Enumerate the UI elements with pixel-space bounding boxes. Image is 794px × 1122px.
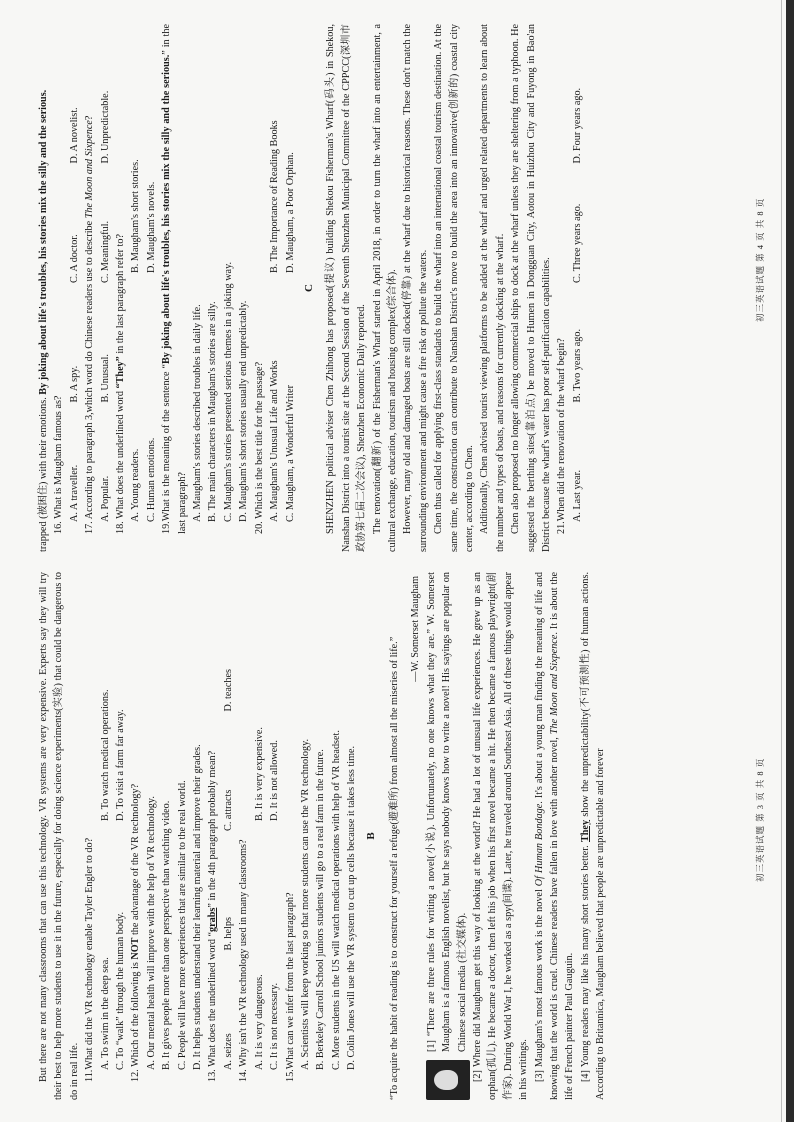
option: A. Popular.	[99, 475, 111, 522]
section-c-title: C	[302, 284, 315, 292]
option: D. A novelist.	[68, 107, 80, 164]
page-3-column	[36, 572, 609, 1100]
option: D. teaches	[222, 669, 234, 712]
paragraph-3: [3] Maugham's most famous work is the novel Of Human Bondage. It's about a young man finding the meaning of life and knowing that the world is cruel. Chinese readers have fallen in love with another novel, The Moon and Sixpence. It is about the life of French painter Paul Gauguin.	[533, 572, 576, 1100]
option: C. A doctor.	[68, 234, 80, 283]
question-16: 16. What is Maugham famous as?	[53, 395, 65, 534]
option: A. Young readers.	[130, 448, 142, 522]
option: B. It gives people more than one perspective than watching video.	[161, 800, 173, 1070]
option: A. seizes	[222, 1033, 234, 1070]
passage-c-paragraph-2: The renovation(翻新) of the Fisherman's Wharf started in April 2018, in order to turn the wharf into an entertainment, a cultural exchange, education, tourism and housing complex(综合体).	[371, 24, 398, 552]
paragraph-1: [1] “There are three rules for writing a novel(小说). Unfortunately, no one knows what they are.” W. Somerset Maugham is a famous English novelist, but he says nobody knows how to write a novel! His sayings are popular on Chinese social media (社交媒体).	[425, 572, 468, 1052]
option: D. To visit a farm far away.	[115, 709, 127, 821]
option: D. Maugham, a Poor Orphan.	[284, 152, 296, 273]
option: D. Maugham's short stories usually end unpredictably.	[238, 300, 250, 522]
question-17-options	[98, 24, 113, 552]
question-18: 18. What does the underlined word “They” in the last paragraph refer to?	[115, 234, 127, 534]
option: B. The Importance of Reading Books	[269, 120, 281, 273]
option: C. attracts	[222, 789, 234, 831]
question-15-options	[298, 572, 360, 1100]
option: C. Meaningful.	[99, 221, 111, 283]
option: A. Last year.	[571, 469, 583, 522]
passage-c-paragraph-5: Additionally, Chen advised tourist viewing platforms to be added at the wharf and urged related departments to learn about the number and types of boats, and reasons for currently docking at the wharf.	[479, 24, 506, 552]
question-13-options	[221, 572, 236, 1100]
question-12: 12. Which of the following is NOT the advantage of the VR technology?	[130, 783, 142, 1082]
option: B. Two years ago.	[571, 328, 583, 403]
quote-attribution: —W. Somerset Maugham	[410, 576, 422, 682]
passage-c-paragraph-1: SHENZHEN political adviser Chen Zhihong has proposed(提议) building Shekou Fisherman's Wharf(码头) in Shekou, Nanshan District into a tourist site at the Second Session of the Seventh Shenzhen Municipal Committee of the CPPCC(深圳市政协第七届二次会议), Shenzhen Economic Daily reported.	[325, 24, 368, 552]
option: D. Maugham's novels.	[145, 181, 157, 273]
passage-b-ending: trapped (被困住) with their emotions. By joking about life's troubles, his stories mix the silly and the serious.	[38, 89, 49, 552]
question-16-options	[67, 24, 82, 552]
paragraph-1-row	[424, 572, 470, 1100]
option: A. Scientists will keep working so that more students can use the VR technology.	[299, 738, 311, 1070]
question-21: 21.When did the renovation of the wharf begin?	[556, 338, 568, 534]
maugham-portrait	[426, 1060, 470, 1100]
passage-c-paragraph-4: Chen thus called for applying first-class standards to build the wharf into an international coastal tourism destination. At the same time, the construction can contribute to Nanshan District's move to build the area into an innovative(创新的) coastal city center, according to Chen.	[433, 24, 475, 552]
option: A. Maugham's Unusual Life and Works	[269, 360, 281, 522]
option: C. Human emotions.	[145, 437, 157, 522]
option: C. To “walk” through the human body.	[115, 911, 127, 1070]
option: B. To watch medical operations.	[99, 689, 111, 821]
option: C. Maugham, a Wonderful Writer	[284, 384, 296, 522]
question-18-options	[128, 24, 159, 552]
option: B. A spy.	[68, 365, 80, 403]
question-12-options	[144, 572, 206, 1100]
option: B. Unusual.	[99, 354, 111, 403]
option: A. A traveller.	[68, 464, 80, 522]
option: A. It is very dangerous.	[253, 974, 265, 1070]
option: B. It is very expensive.	[253, 727, 265, 821]
question-20: 20. Which is the best title for the passage?	[253, 361, 265, 534]
option: A. Our mental health will improve with the help of VR technology.	[145, 796, 157, 1070]
option: B. Berkeley Carroll School juniors students will go to a real farm in the future.	[315, 749, 327, 1070]
option: C. People will have more experiences that are similar to the real world.	[176, 780, 188, 1070]
paragraph-2: [2] Where did Maugham get this way of looking at the world? He had a lot of unusual life experiences. He grew up as an orphan(孤儿). He became a doctor, then left his job when his first novel became a hit. He then became a famous playwright(剧作家). During World War I, he worked as a spy(间谍). Later, he traveled around Southeast Asia. All of these things would appear in his writings.	[471, 572, 530, 1100]
option: C. It is not necessary.	[269, 982, 281, 1070]
question-14-options	[252, 572, 283, 1100]
passage-a-ending: But there are not many classrooms that can use this technology. VR systems are very expensive. Experts say they will try their best to help more students to use it in the future, especially for doing science experiments(实验) that could be dangerous to do in real life.	[38, 572, 80, 1100]
option: B. Maugham's short stories.	[130, 159, 142, 273]
question-11: 11.What did the VR technology enable Tayler Engler to do?	[84, 837, 96, 1082]
question-11-options	[98, 572, 129, 1100]
question-14: 14. Why isn't the VR technology used in many classrooms?	[238, 839, 250, 1082]
option: C. Three years ago.	[571, 203, 583, 283]
question-19: 19.What is the meaning of the sentence “By joking about life's troubles, his stories mix the silly and the serious.” in the last paragraph?	[161, 24, 188, 534]
option: B. The main characters in Maugham's stories are silly.	[207, 301, 219, 522]
option: C. More students in the US will watch medical operations with help of VR headset.	[330, 730, 342, 1070]
option: C. Maugham's stories presented serious themes in a joking way.	[222, 261, 234, 522]
option: D. It helps students understand their learning material and improve their grades.	[192, 744, 204, 1070]
question-17: 17. According to paragraph 3,which word do Chinese readers use to describe The Moon and Sixpence?	[84, 115, 96, 534]
option: D. Four years ago.	[571, 87, 583, 164]
page-4-footer: 初三英语试题 第 4 页 共 8 页	[755, 197, 765, 322]
maugham-quote: “To acquire the habit of reading is to construct for yourself a refuge(避难所) from almost all the miseries of life.”	[388, 636, 400, 1100]
option: D. It is not allowed.	[269, 740, 281, 821]
question-19-options	[190, 24, 252, 552]
option: D. Colin Jones will use the VR system to cut up cells because it takes less time.	[346, 745, 358, 1070]
option: B. helps	[222, 917, 234, 951]
passage-c-paragraph-3: However, many old and damaged boats are still docked(停靠) at the wharf due to historical reasons. These don't match the surrounding environment and might cause a fire risk or pollute the waters.	[402, 24, 429, 552]
question-13: 13. What does the underlined word “grabs” in the 4th paragraph probably mean?	[207, 750, 219, 1082]
page-3-footer: 初三英语试题 第 3 页 共 8 页	[755, 757, 765, 882]
option: A. Maugham's stories described troubles in daily life.	[192, 304, 204, 522]
question-21-options	[570, 24, 585, 552]
option: A. To swim in the deep sea.	[99, 957, 111, 1070]
paragraph-4: [4] Young readers may like his many short stories better. They show the unpredictability(不可预测性) of human actions. According to Britannica, Maugham believed that people are unpredictable and forever	[579, 572, 607, 1100]
passage-c-paragraph-6: Chen also proposed no longer allowing commercial ships to dock at the wharf unless they are sheltering from a typhoon. He suggested the berthing sites(靠泊点) be moved to Humen in Dongguan City, Aotou in Huizhou City and Fuyong in Bao'an District because the wharf's water has poor self-purification capabilities.	[510, 24, 552, 552]
question-15: 15.What can we infer from the last paragraph?	[284, 892, 296, 1082]
question-20-options	[267, 24, 298, 552]
section-b-title: B	[364, 832, 377, 840]
page-4-column	[36, 24, 585, 552]
option: D. Unpredictable.	[99, 90, 111, 164]
